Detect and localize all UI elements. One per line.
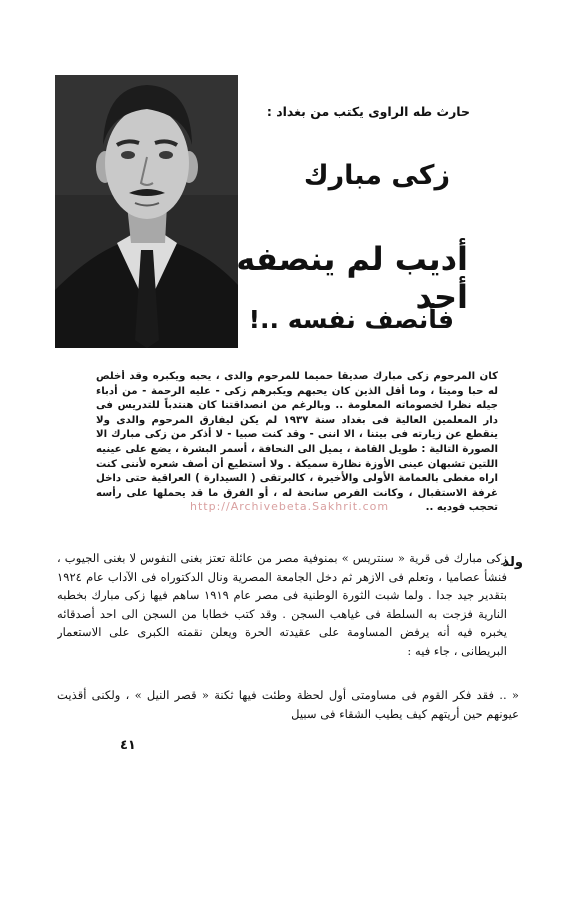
- article-headline: أديب لم ينصفه أحد: [236, 240, 468, 316]
- intro-boxed-paragraph: كان المرحوم زكى مبارك صديقا حميما للمرحوم والدى ، يحبه ويكبره وقد أخلص له حبا وميتا ، وما أقل الذين كان يحبهم ويكبرهم زكى - عليه الرحمة - من أدباء جيله نظرا لخصوماته المعلومة .. وبالرغم من انصداقتنا كان هنتدباً للتدريس فى دار المعلمين العالية فى بغداد سنة ١٩٣٧ لم يكن ليفارق المرحوم والدى ولا ينقطع عن زيارته فى بيتنا ، الا اننى - وقد كنت صبيا - لا أذكر من زكى مبارك الا الصورة التالية : طويل القامة ، يميل الى النحافة ، أسمر البشرة ، يضع على عينيه اللتين تشبهان عينى الأوزة نظارة سميكة . ولا أستطيع أن أصف شعره لأننى كنت اراه مغطى بالعمامة الأولى والأخيرة ، كالبرتقى ( السيدارة ) العراقية حتى داخل غرفة الاستقبال ، وكانت الفرص سانحة له ، أو الفرق ما قد يحملها على رأسه تحجب فوديه ..: [96, 371, 498, 514]
- quote-paragraph: « .. فقد فكر القوم فى مساومتى أول لحظة وطئت فيها ثكنة « قصر النيل » ، ولكنى أقذيت عيونهم حين أريتهم كيف يطيب الشقاء فى سبيل: [57, 688, 519, 721]
- article-subject-name: زكى مبارك: [303, 160, 450, 191]
- article-subheadline: فأنصف نفسه ..!: [248, 305, 454, 334]
- page-number: ٤١: [120, 738, 136, 753]
- portrait-illustration: [55, 75, 238, 348]
- archive-watermark: http://Archivebeta.Sakhrit.com: [190, 500, 390, 513]
- lead-word: ولد: [502, 555, 523, 570]
- article-byline: حارث طه الراوى يكتب من بغداد :: [266, 104, 470, 119]
- portrait-photo: [55, 75, 238, 348]
- body-paragraph: زكى مبارك فى قرية « سنتريس » بمنوفية مصر من عائلة تعتز بغنى النفوس لا بغنى الجيوب ، فنشأ عصاميا ، وتعلم فى الازهر ثم دخل الجامعة المصرية ونال الدكتوراه فى الآداب عام ١٩٢٤ بتقدير جيد جدا . ولما شبت الثورة الوطنية فى مصر عام ١٩١٩ ساهم فيها زكى مبارك بخطبه النارية فزجت به السلطة فى غياهب السجن . وقد كتب خطابا من السجن الى احد أصدقائه يخبره فيه أنه يرفض المساومة على عقيدته الحرة ويعلن نقمته الكبرى على الاستعمار البريطانى ، جاء فيه :: [57, 551, 507, 658]
